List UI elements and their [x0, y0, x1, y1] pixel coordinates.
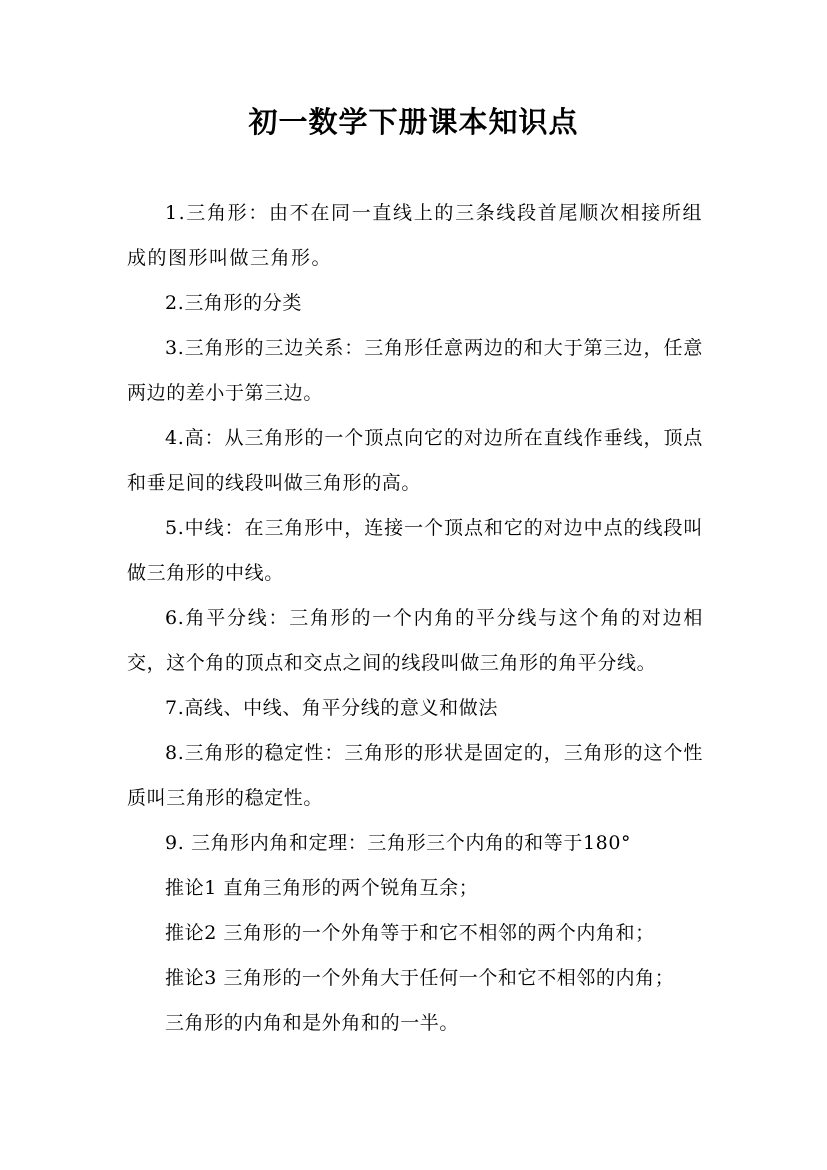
- paragraph-interior-exterior: 三角形的内角和是外角和的一半。: [165, 1012, 460, 1034]
- paragraph-lines-meaning: 7.高线、中线、角平分线的意义和做法: [165, 697, 498, 719]
- paragraph-corollary-1: 推论1 直角三角形的两个锐角互余；: [165, 877, 479, 899]
- paragraph-side-relationship: 3.三角形的三边关系：三角形任意两边的和大于第三边，任意两边的差小于第三边。: [127, 337, 703, 404]
- paragraph-triangle-definition: 1.三角形：由不在同一直线上的三条线段首尾顺次相接所组成的图形叫做三角形。: [127, 202, 703, 269]
- paragraph-stability: 8.三角形的稳定性：三角形的形状是固定的，三角形的这个性质叫三角形的稳定性。: [127, 742, 703, 809]
- document-title: 初一数学下册课本知识点: [248, 105, 579, 139]
- paragraph-median: 5.中线：在三角形中，连接一个顶点和它的对边中点的线段叫做三角形的中线。: [127, 517, 703, 584]
- document-body: [127, 191, 703, 1046]
- paragraph-corollary-3: 推论3 三角形的一个外角大于任何一个和它不相邻的内角；: [165, 967, 675, 989]
- paragraph-altitude: 4.高：从三角形的一个顶点向它的对边所在直线作垂线，顶点和垂足间的线段叫做三角形的高。: [127, 427, 703, 494]
- paragraph-angle-bisector: 6.角平分线：三角形的一个内角的平分线与这个角的对边相交，这个角的顶点和交点之间的线段叫做三角形的角平分线。: [127, 607, 703, 674]
- paragraph-triangle-classification: 2.三角形的分类: [165, 292, 302, 314]
- paragraph-corollary-2: 推论2 三角形的一个外角等于和它不相邻的两个内角和；: [165, 922, 655, 944]
- paragraph-angle-sum-theorem: 9. 三角形内角和定理：三角形三个内角的和等于180°: [165, 832, 632, 854]
